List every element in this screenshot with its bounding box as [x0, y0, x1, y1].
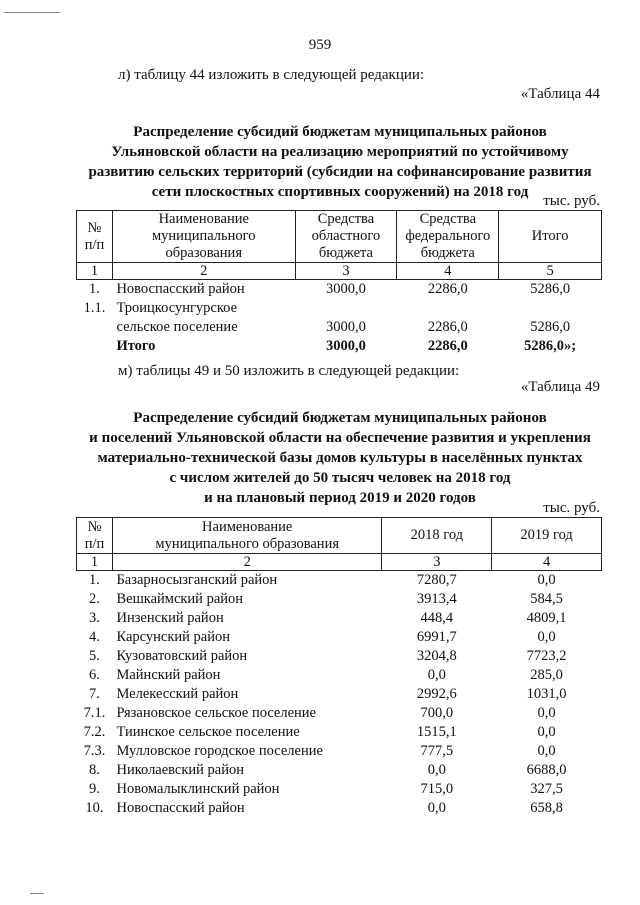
title-line: Распределение субсидий бюджетам муниципальных районов [133, 410, 547, 426]
units49: тыс. руб. [543, 500, 600, 516]
table-header-row [77, 518, 602, 554]
units44: тыс. руб. [543, 193, 600, 209]
intro-m-text: м) таблицы 49 и 50 изложить в следующей редакции: [118, 363, 460, 379]
title-line: и поселений Ульяновской области на обеспечение развития и укрепления [89, 430, 591, 446]
table-row [77, 571, 602, 591]
value-2018: 700,0 [420, 705, 454, 721]
table-row [77, 666, 602, 685]
table-44 [76, 210, 602, 356]
value-2019: 1031,0 [526, 686, 567, 702]
value-2018: 0,0 [427, 800, 446, 816]
table-row [77, 704, 602, 723]
title-line: Распределение субсидий бюджетам муниципальных районов [133, 124, 547, 140]
value-2018: 7280,7 [416, 572, 457, 588]
value-federal [397, 299, 499, 318]
total-regional: 3000,0 [326, 338, 366, 354]
row-number: 8. [89, 762, 100, 778]
value-2019: 584,5 [530, 591, 563, 607]
header-cell: Итого [499, 211, 602, 263]
column-number: 1 [77, 263, 113, 280]
table-row [77, 799, 602, 818]
value-2018: 3913,4 [416, 591, 457, 607]
value-total: 5286,0 [530, 281, 571, 297]
table-row [77, 761, 602, 780]
table-row [77, 318, 602, 337]
column-number: 4 [492, 554, 602, 571]
column-number: 4 [397, 263, 499, 280]
value-2019: 327,5 [530, 781, 563, 797]
table-row [77, 685, 602, 704]
value-total [499, 299, 602, 318]
value-2018: 1515,1 [416, 724, 457, 740]
value-total: 5286,0 [530, 319, 571, 335]
row-number: 7.1. [83, 705, 106, 721]
row-number: 1. [89, 281, 100, 297]
column-number-row [77, 263, 602, 280]
total-sum: 5286,0»; [524, 338, 577, 354]
value-2018: 6991,7 [416, 629, 457, 645]
value-2018: 715,0 [420, 781, 454, 797]
value-2019: 0,0 [537, 705, 556, 721]
row-number: 7. [89, 686, 100, 702]
row-name: Троицкосунгурское [116, 300, 238, 316]
column-number: 3 [382, 554, 492, 571]
row-name: Майнский район [116, 667, 221, 683]
header-cell: Средства областного бюджета [295, 211, 397, 263]
row-name: Новомалыклинский район [116, 781, 280, 797]
value-2018: 0,0 [427, 667, 446, 683]
header-cell: № п/п [77, 211, 113, 263]
value-2018: 448,4 [420, 610, 454, 626]
table-row [77, 647, 602, 666]
row-name: Тиинское сельское поселение [116, 724, 300, 740]
row-number: 4. [89, 629, 100, 645]
title-line: развитию сельских территорий (субсидии на софинансирование развития [88, 164, 592, 180]
table-row [77, 742, 602, 761]
value-2018: 777,5 [420, 743, 454, 759]
row-number: 10. [85, 800, 104, 816]
row-number: 2. [89, 591, 100, 607]
column-number: 5 [499, 263, 602, 280]
total-row [77, 337, 602, 356]
row-number: 5. [89, 648, 100, 664]
value-2019: 0,0 [537, 572, 556, 588]
row-name: Кузоватовский район [116, 648, 248, 664]
table-49 [76, 517, 602, 818]
title-line: сети плоскостных спортивных сооружений) на 2018 год [151, 184, 529, 200]
row-name: Николаевский район [116, 762, 245, 778]
column-number: 2 [112, 554, 381, 571]
row-name: Мулловское городское поселение [116, 743, 323, 759]
column-number: 2 [112, 263, 295, 280]
row-number: 7.2. [83, 724, 106, 740]
column-number-row [77, 554, 602, 571]
row-number [77, 318, 113, 337]
value-2019: 285,0 [530, 667, 563, 683]
table-row [77, 280, 602, 300]
value-2019: 6688,0 [526, 762, 567, 778]
value-regional [295, 299, 397, 318]
table-row [77, 723, 602, 742]
title-line: с числом жителей до 50 тысяч человек на 2018 год [169, 470, 511, 486]
row-number: 6. [89, 667, 100, 683]
table-row [77, 780, 602, 799]
scan-mark [30, 893, 44, 894]
value-2018: 2992,6 [416, 686, 457, 702]
value-regional: 3000,0 [326, 319, 366, 335]
row-number: 3. [89, 610, 100, 626]
total-federal: 2286,0 [427, 338, 468, 354]
header-cell: 2019 год [492, 518, 602, 554]
row-number: 9. [89, 781, 100, 797]
row-number: 1. [89, 572, 100, 588]
table-row [77, 590, 602, 609]
header-cell: 2018 год [382, 518, 492, 554]
table-row [77, 609, 602, 628]
row-name: Вешкаймский район [116, 591, 244, 607]
table44-label: «Таблица 44 [520, 86, 600, 102]
row-name: Инзенский район [116, 610, 224, 626]
table-header-row [77, 211, 602, 263]
value-2019: 0,0 [537, 629, 556, 645]
title-line: и на плановый период 2019 и 2020 годов [204, 490, 476, 506]
header-cell: Наименование муниципального образования [112, 518, 381, 554]
value-regional: 3000,0 [326, 281, 366, 297]
value-2019: 658,8 [530, 800, 563, 816]
row-name: Карсунский район [116, 629, 230, 645]
row-name: Мелекесский район [116, 686, 239, 702]
value-federal: 2286,0 [427, 319, 468, 335]
table44-title [60, 122, 620, 202]
scan-mark [4, 12, 60, 13]
value-2019: 0,0 [537, 724, 556, 740]
header-cell: Наименование муниципального образования [112, 211, 295, 263]
row-name: Базарносызганский район [116, 572, 278, 588]
header-cell: № п/п [77, 518, 113, 554]
value-2018: 3204,8 [416, 648, 457, 664]
row-name: Рязановское сельское поселение [116, 705, 316, 721]
row-name: сельское поселение [116, 319, 238, 335]
title-line: Ульяновской области на реализацию мероприятий по устойчивому [111, 144, 569, 160]
row-name: Новоспасский район [116, 281, 245, 297]
table-row [77, 628, 602, 647]
value-2019: 4809,1 [526, 610, 567, 626]
table-row [77, 299, 602, 318]
row-number: 1.1. [83, 300, 106, 316]
column-number: 3 [295, 263, 397, 280]
page-number: 959 [308, 37, 332, 53]
total-label: Итого [116, 338, 156, 354]
row-name: Новоспасский район [116, 800, 245, 816]
row-number: 7.3. [83, 743, 106, 759]
row-number [77, 337, 113, 356]
value-2019: 7723,2 [526, 648, 567, 664]
title-line: материально-технической базы домов культуры в населённых пунктах [97, 450, 583, 466]
value-federal: 2286,0 [427, 281, 468, 297]
value-2019: 0,0 [537, 743, 556, 759]
table49-label: «Таблица 49 [520, 379, 600, 395]
column-number: 1 [77, 554, 113, 571]
intro-l-text: л) таблицу 44 изложить в следующей редакции: [118, 67, 425, 83]
table49-title [60, 408, 620, 508]
header-cell: Средства федерального бюджета [397, 211, 499, 263]
value-2018: 0,0 [427, 762, 446, 778]
